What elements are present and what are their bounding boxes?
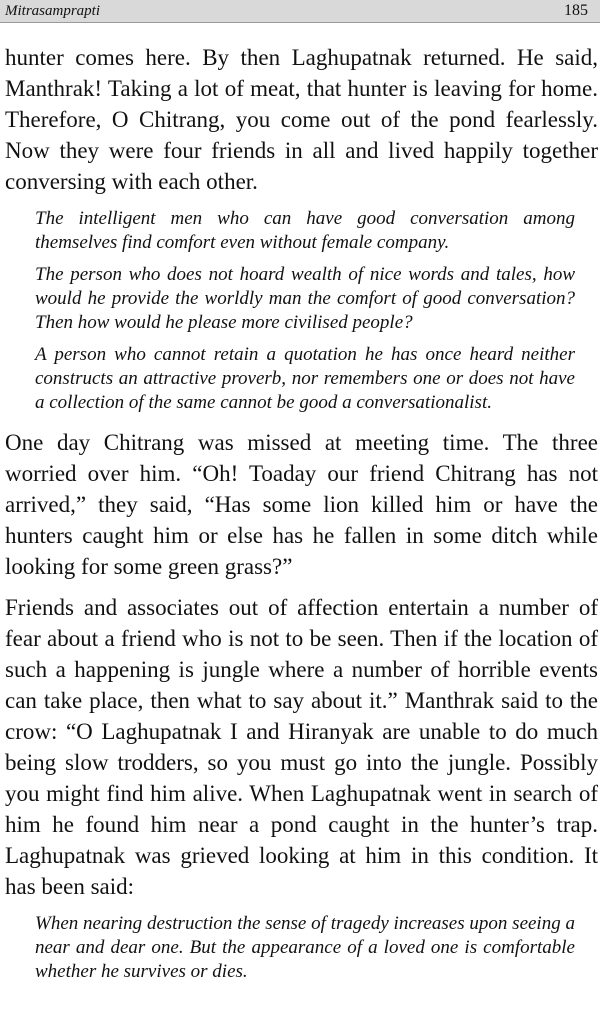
- body-paragraph: One day Chitrang was missed at meeting time. The three worried over him. “Oh! Toaday our friend Chitrang has not arrived,” they said, “Has some lion killed him or have the hunters caught him or else has he fallen in some ditch while looking for some green grass?”: [5, 430, 598, 579]
- page-content: [5, 42, 598, 996]
- quotation-block: [5, 207, 598, 415]
- verse-quote: The intelligent men who can have good conversation among themselves find comfort even without female company.: [35, 208, 575, 253]
- running-head: Mitrasamprapti: [5, 3, 101, 19]
- page-header: [0, 0, 600, 23]
- body-paragraph: Friends and associates out of affection entertain a number of fear about a friend who is not to be seen. Then if the location of such a happening is jungle where a number of horrible events can take place, then what to say about it.” Manthrak said to the crow: “O Laghupatnak I and Hiranyak are unable to do much being slow trodders, so you must go into the jungle. Possibly you might find him alive. When Laghupatnak went in search of him he found him near a pond caught in the hunter’s trap. Laghupatnak was grieved looking at him in this condition. It has been said:: [5, 595, 598, 899]
- page-number: 185: [564, 2, 588, 19]
- verse-quote: The person who does not hoard wealth of nice words and tales, how would he provide the worldly man the comfort of good conversation? Then how would he please more civilised people?: [35, 264, 575, 333]
- quotation-block: [5, 912, 598, 984]
- verse-quote: A person who cannot retain a quotation he has once heard neither constructs an attractive proverb, nor remembers one or does not have a collection of the same cannot be good a conversationalist.: [35, 344, 575, 413]
- body-paragraph: hunter comes here. By then Laghupatnak returned. He said, Manthrak! Taking a lot of meat, that hunter is leaving for home. Therefore, O Chitrang, you come out of the pond fearlessly. Now they were four friends in all and lived happily together conversing with each other.: [5, 45, 598, 194]
- verse-quote: When nearing destruction the sense of tragedy increases upon seeing a near and dear one. But the appearance of a loved one is comfortable whether he survives or dies.: [35, 913, 575, 982]
